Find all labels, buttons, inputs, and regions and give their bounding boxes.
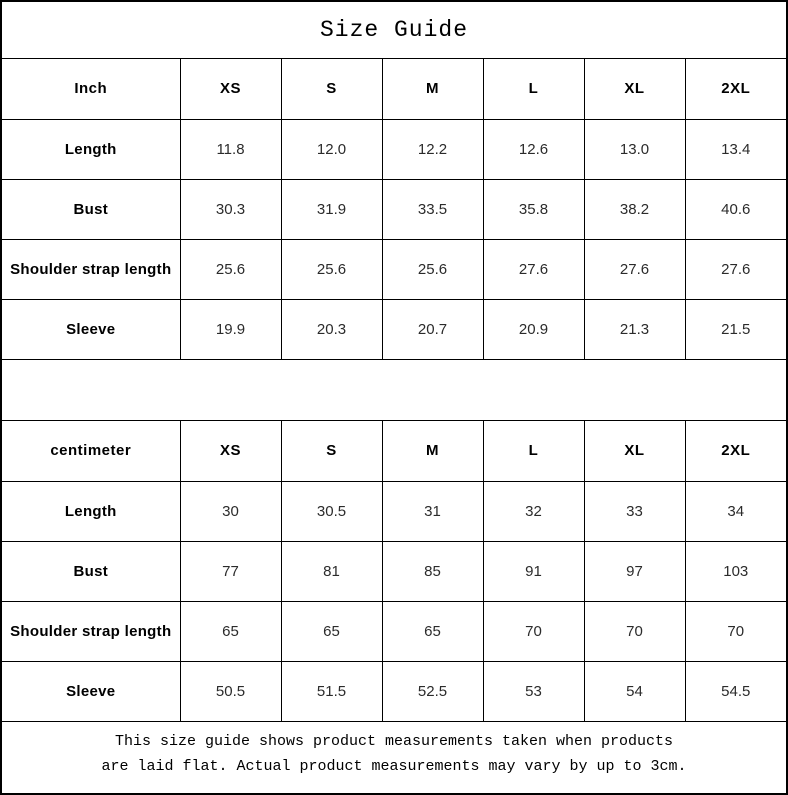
measurement-value-cell: 21.3 [584,299,685,359]
measurement-value-cell: 13.4 [685,119,786,179]
size-header-cell: M [382,59,483,119]
measurement-value-cell: 70 [685,601,786,661]
measurement-value-cell: 85 [382,541,483,601]
measurement-value-cell: 12.6 [483,119,584,179]
measurement-label-cell: Shoulder strap length [2,239,180,299]
measurement-value-cell: 25.6 [180,239,281,299]
measurement-row [2,179,786,239]
measurement-row [2,119,786,179]
measurement-label-cell: Length [2,119,180,179]
page-title: Size Guide [2,2,786,59]
measurement-value-cell: 12.0 [281,119,382,179]
size-header-cell: M [382,421,483,481]
size-header-cell: 2XL [685,59,786,119]
size-header-cell: XL [584,421,685,481]
measurement-value-cell: 31.9 [281,179,382,239]
size-header-row [2,421,786,481]
size-header-cell: L [483,421,584,481]
measurement-value-cell: 32 [483,481,584,541]
measurement-value-cell: 30.5 [281,481,382,541]
measurement-row [2,661,786,721]
measurement-label-cell: Sleeve [2,299,180,359]
measurement-value-cell: 27.6 [685,239,786,299]
measurement-value-cell: 54.5 [685,661,786,721]
measurement-value-cell: 65 [382,601,483,661]
measurement-value-cell: 81 [281,541,382,601]
table-spacer [2,359,786,421]
note-line-2: are laid flat. Actual product measurements may vary by up to 3cm. [101,757,687,775]
size-header-cell: S [281,421,382,481]
measurement-row [2,299,786,359]
measurement-value-cell: 35.8 [483,179,584,239]
measurement-value-cell: 20.9 [483,299,584,359]
measurement-value-cell: 27.6 [584,239,685,299]
measurement-value-cell: 97 [584,541,685,601]
measurement-value-cell: 77 [180,541,281,601]
measurement-note [2,721,786,785]
measurement-value-cell: 52.5 [382,661,483,721]
measurement-value-cell: 31 [382,481,483,541]
measurement-label-cell: Shoulder strap length [2,601,180,661]
measurement-value-cell: 33.5 [382,179,483,239]
inch-size-table [2,59,786,359]
measurement-value-cell: 65 [180,601,281,661]
unit-header-cell: Inch [2,59,180,119]
measurement-value-cell: 53 [483,661,584,721]
measurement-value-cell: 70 [483,601,584,661]
measurement-label-cell: Bust [2,179,180,239]
size-header-cell: XS [180,59,281,119]
measurement-row [2,541,786,601]
measurement-row [2,239,786,299]
measurement-value-cell: 25.6 [382,239,483,299]
measurement-value-cell: 19.9 [180,299,281,359]
measurement-value-cell: 70 [584,601,685,661]
measurement-value-cell: 13.0 [584,119,685,179]
measurement-value-cell: 25.6 [281,239,382,299]
measurement-value-cell: 33 [584,481,685,541]
measurement-value-cell: 20.7 [382,299,483,359]
measurement-value-cell: 12.2 [382,119,483,179]
centimeter-size-table [2,421,786,721]
measurement-value-cell: 20.3 [281,299,382,359]
size-header-cell: L [483,59,584,119]
measurement-row [2,601,786,661]
measurement-value-cell: 91 [483,541,584,601]
measurement-label-cell: Bust [2,541,180,601]
measurement-value-cell: 40.6 [685,179,786,239]
measurement-value-cell: 30.3 [180,179,281,239]
measurement-value-cell: 65 [281,601,382,661]
size-header-row [2,59,786,119]
size-header-cell: 2XL [685,421,786,481]
measurement-value-cell: 11.8 [180,119,281,179]
measurement-value-cell: 38.2 [584,179,685,239]
measurement-label-cell: Sleeve [2,661,180,721]
measurement-value-cell: 51.5 [281,661,382,721]
note-line-1: This size guide shows product measurements taken when products [114,732,674,750]
measurement-value-cell: 103 [685,541,786,601]
measurement-value-cell: 34 [685,481,786,541]
measurement-value-cell: 30 [180,481,281,541]
measurement-value-cell: 27.6 [483,239,584,299]
measurement-value-cell: 54 [584,661,685,721]
measurement-value-cell: 50.5 [180,661,281,721]
measurement-row [2,481,786,541]
size-header-cell: XL [584,59,685,119]
unit-header-cell: centimeter [2,421,180,481]
measurement-label-cell: Length [2,481,180,541]
size-header-cell: XS [180,421,281,481]
size-header-cell: S [281,59,382,119]
measurement-value-cell: 21.5 [685,299,786,359]
